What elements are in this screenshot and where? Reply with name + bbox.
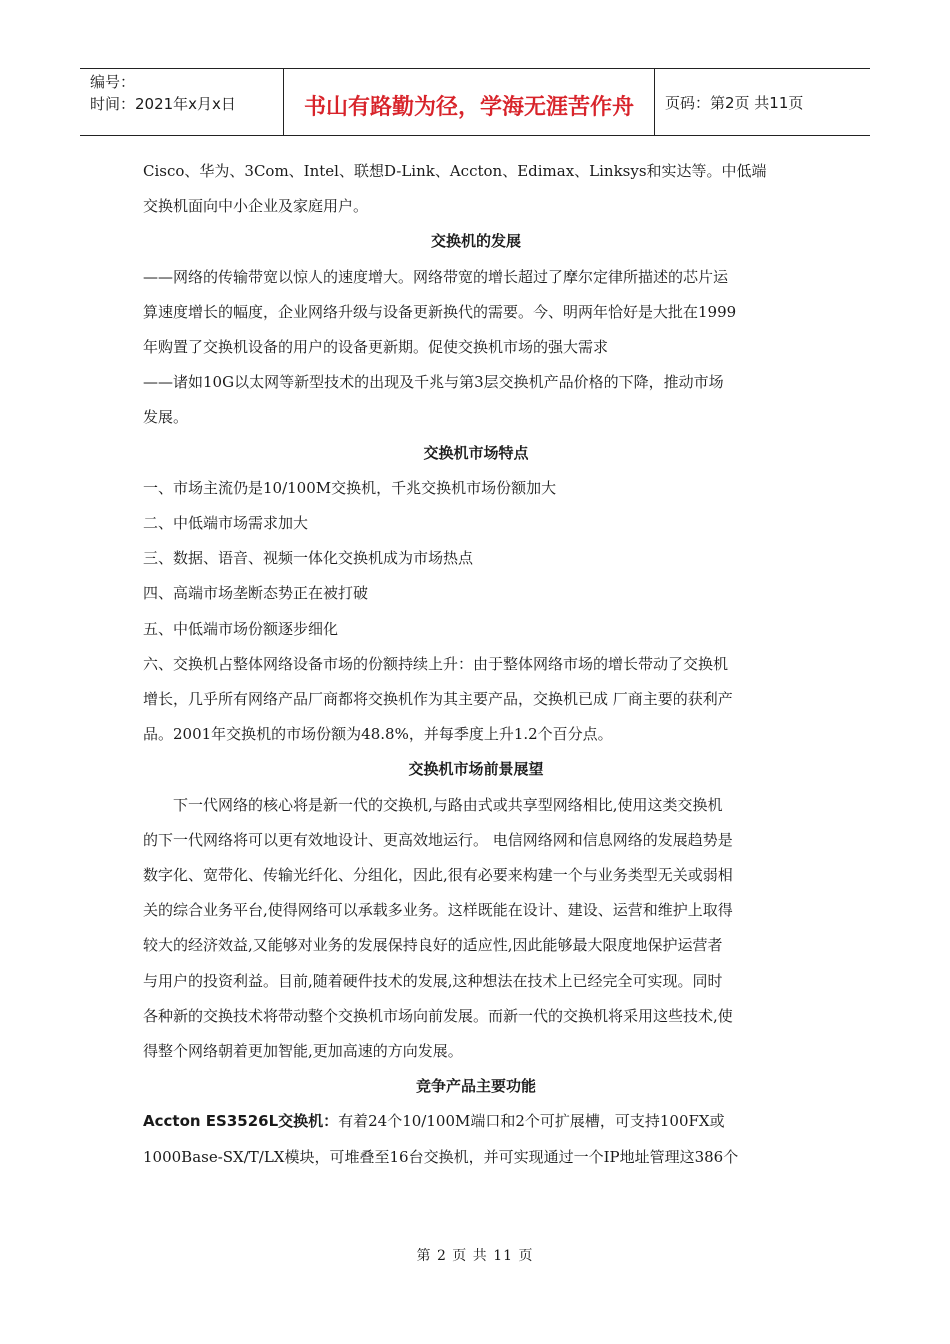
body-line: 与用户的投资利益。目前,随着硬件技术的发展,这种想法在技术上已经完全可实现。同时: [143, 971, 723, 990]
body-line: 算速度增长的幅度，企业网络升级与设备更新换代的需要。今、明两年恰好是大批在1999: [143, 302, 737, 321]
body-line: 下一代网络的核心将是新一代的交换机,与路由式或共享型网络相比,使用这类交换机: [173, 795, 723, 814]
document-body: [143, 154, 809, 1175]
section-title-market: 交换机市场特点: [423, 443, 529, 462]
page-header: [80, 68, 870, 136]
body-line: 各种新的交换技术将带动整个交换机市场向前发展。而新一代的交换机将采用这些技术,使: [143, 1006, 733, 1025]
body-line: 得整个网络朝着更加智能,更加高速的方向发展。: [143, 1042, 463, 1061]
body-line: 增长，几乎所有网络产品厂商都将交换机作为其主要产品，交换机已成 厂商主要的获利产: [143, 690, 733, 709]
body-line: 的下一代网络将可以更有效地设计、更高效地运行。 电信网络网和信息网络的发展趋势是: [143, 830, 733, 849]
page-footer: 第 2 页 共 11 页: [416, 1248, 534, 1264]
body-line: 1000Base-SX/T/LX模块，可堆叠至16台交换机，并可实现通过一个IP地址管理这386个: [143, 1147, 739, 1166]
section-title-competition: 竞争产品主要功能: [415, 1077, 536, 1096]
product-desc: 有着24个10/100M端口和2个可扩展槽，可支持100FX或: [338, 1112, 725, 1131]
product-name: Accton ES3526L交换机：: [143, 1112, 339, 1131]
header-motto: 书山有路勤为径，学海无涯苦作舟: [283, 69, 655, 135]
list-item: 四、高端市场垄断态势正在被打破: [143, 584, 369, 603]
body-line: 数字化、宽带化、传输光纤化、分组化，因此,很有必要来构建一个与业务类型无关或弱相: [143, 866, 733, 885]
body-line: 品。2001年交换机的市场份额为48.8%，并每季度上升1.2个百分点。: [143, 725, 613, 744]
list-item: 五、中低端市场份额逐步细化: [143, 619, 339, 638]
list-item: 二、中低端市场需求加大: [143, 514, 309, 533]
body-line: 较大的经济效益,又能够对业务的发展保持良好的适应性,因此能够最大限度地保护运营者: [143, 936, 723, 955]
doc-date: 时间：2021年x月x日: [90, 95, 236, 113]
header-page-info: 页码：第2页 共11页: [665, 93, 804, 112]
body-line: 交换机面向中小企业及家庭用户。: [143, 197, 369, 216]
body-line: 关的综合业务平台,使得网络可以承载多业务。这样既能在设计、建设、运营和维护上取得: [143, 901, 733, 920]
product-line: [143, 1104, 809, 1139]
body-line: ——诸如10G以太网等新型技术的出现及千兆与第3层交换机产品价格的下降，推动市场: [143, 373, 724, 392]
body-line: ——网络的传输带宽以惊人的速度增大。网络带宽的增长超过了摩尔定律所描述的芯片运: [143, 267, 729, 286]
body-line: 年购置了交换机设备的用户的设备更新期。促使交换机市场的强大需求: [143, 338, 609, 357]
header-meta: [80, 69, 283, 135]
section-title-development: 交换机的发展: [430, 232, 521, 251]
body-line: 发展。: [143, 408, 189, 427]
section-title-outlook: 交换机市场前景展望: [408, 760, 544, 779]
doc-number-label: 编号：: [90, 73, 136, 91]
list-item: 一、市场主流仍是10/100M交换机，千兆交换机市场份额加大: [143, 478, 557, 497]
list-item: 三、数据、语音、视频一体化交换机成为市场热点: [143, 549, 474, 568]
body-line: Cisco、华为、3Com、Intel、联想D-Link、Accton、Edimax、Linksys和实达等。中低端: [143, 162, 767, 180]
list-item: 六、交换机占整体网络设备市场的份额持续上升：由于整体网络市场的增长带动了交换机: [143, 654, 729, 673]
